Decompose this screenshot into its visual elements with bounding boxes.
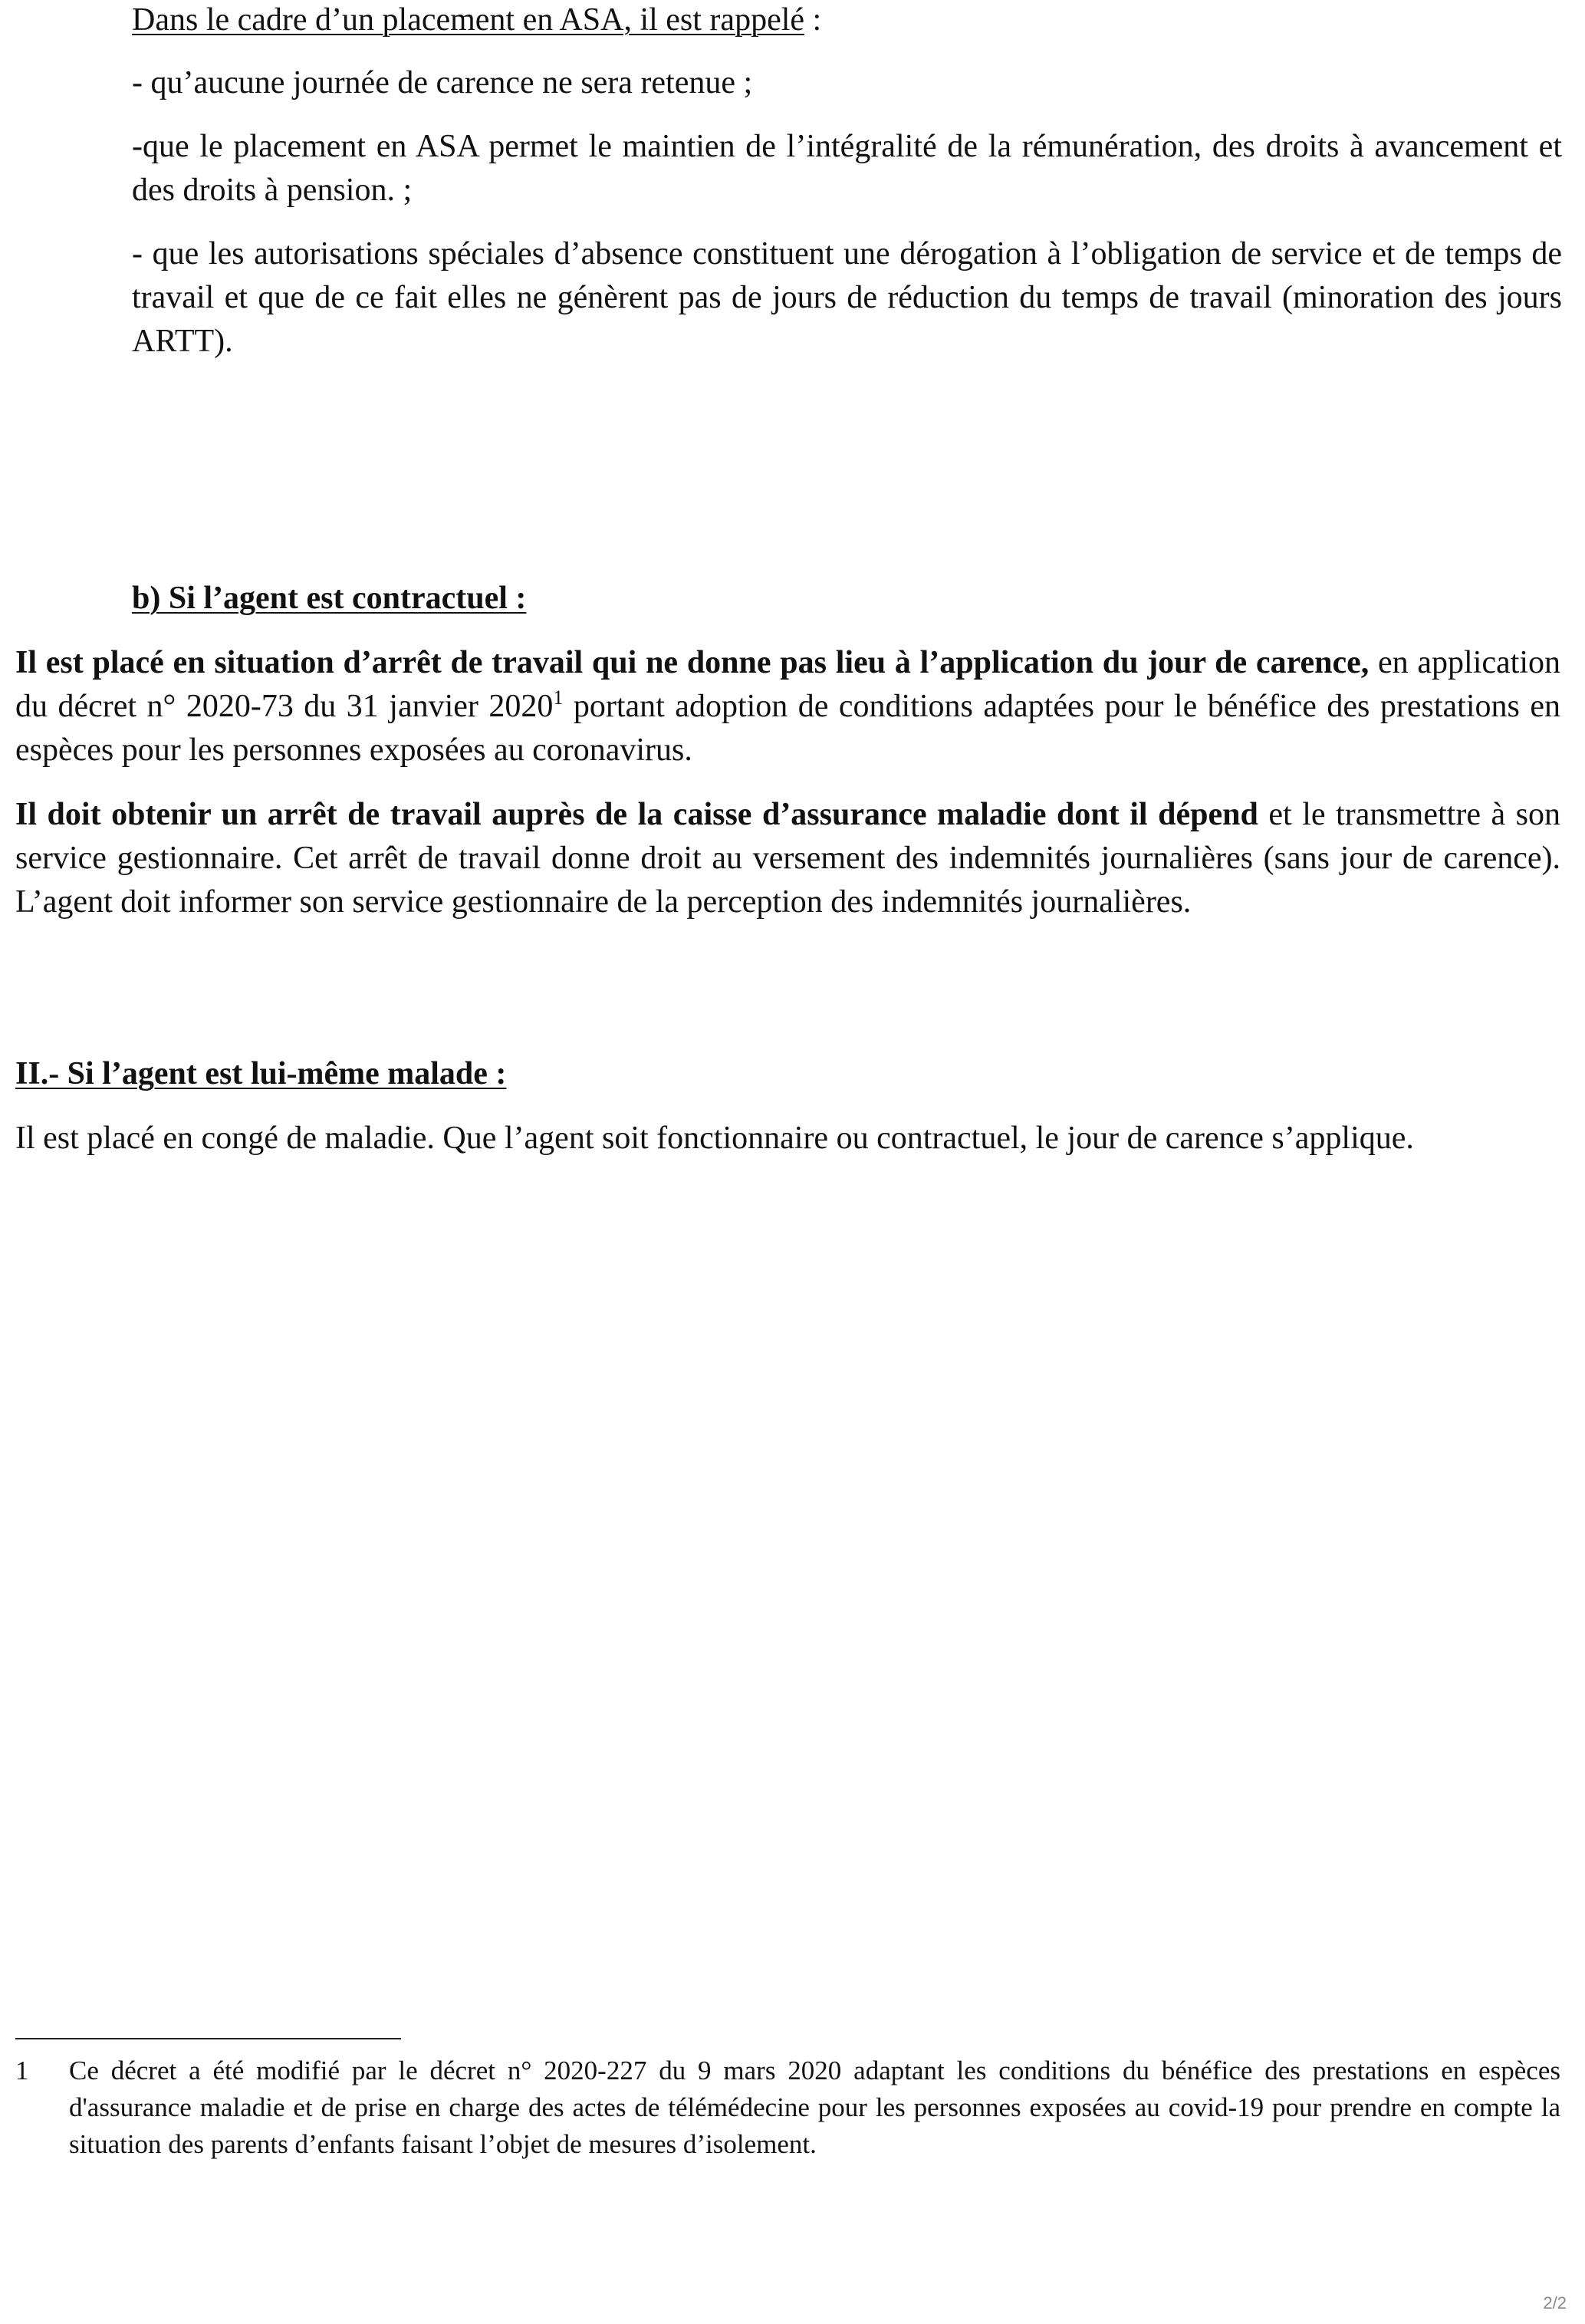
footnote-number: 1 <box>15 2056 29 2085</box>
contractuel-heading <box>132 577 1562 621</box>
contractuel-p1-text-end: portant adoption de conditions adaptées pour le bénéfice des prestations en espèces pour les personnes exposées au coronavirus. <box>15 689 1560 768</box>
footnote-reference[interactable]: 1 <box>553 686 564 709</box>
malade-heading <box>15 1052 1560 1096</box>
contractuel-p1-text: en application du décret n° 2020-73 du 31 janvier 2020 <box>15 645 1561 724</box>
asa-item-2: -que le placement en ASA permet le maintien de l’intégralité de la rémunération, des droits à avancement et des droits à pension. ; <box>132 129 1562 208</box>
contractuel-paragraph-2 <box>15 793 1560 924</box>
footnote-separator <box>15 2038 401 2039</box>
asa-item-1: - qu’aucune journée de carence ne sera retenue ; <box>132 65 753 100</box>
contractuel-p2-text: et le transmettre à son service gestionnaire. Cet arrêt de travail donne droit au versement des indemnités journalières (sans jour de carence). L’agent doit informer son service gestionnaire de la perception des indemnités journalières. <box>15 797 1561 920</box>
asa-intro-colon: : <box>804 2 822 38</box>
page-number: 2/2 <box>1543 2293 1567 2312</box>
footnote <box>15 2052 1560 2163</box>
footnote-text: Ce décret a été modifié par le décret n° 2020-227 du 9 mars 2020 adaptant les conditions du bénéfice des prestations en espèces d'assurance maladie et de prise en charge des actes de télémédecine pour les personnes exposées au covid-19 pour prendre en compte la situation des parents d’enfants faisant l’objet de mesures d’isolement. <box>69 2056 1560 2159</box>
contractuel-paragraph-1 <box>15 641 1560 772</box>
contractuel-p1-bold: Il est placé en situation d’arrêt de travail qui ne donne pas lieu à l’application du jour de carence, <box>15 645 1370 680</box>
malade-paragraph: Il est placé en congé de maladie. Que l’agent soit fonctionnaire ou contractuel, le jour de carence s’applique. <box>15 1121 1414 1156</box>
asa-intro-underlined: Dans le cadre d’un placement en ASA, il est rappelé <box>132 2 805 38</box>
contractuel-heading-text: b) Si l’agent est contractuel : <box>132 581 527 616</box>
asa-item-3: - que les autorisations spéciales d’absence constituent une dérogation à l’obligation de service et de temps de travail et que de ce fait elles ne génèrent pas de jours de réduction du temps de travail (minoration des jours ARTT). <box>132 236 1562 359</box>
asa-intro <box>132 0 1562 42</box>
contractuel-p2-bold: Il doit obtenir un arrêt de travail auprès de la caisse d’assurance maladie dont il dépend <box>15 797 1258 832</box>
malade-heading-text: II.- Si l’agent est lui-même malade : <box>15 1056 507 1091</box>
